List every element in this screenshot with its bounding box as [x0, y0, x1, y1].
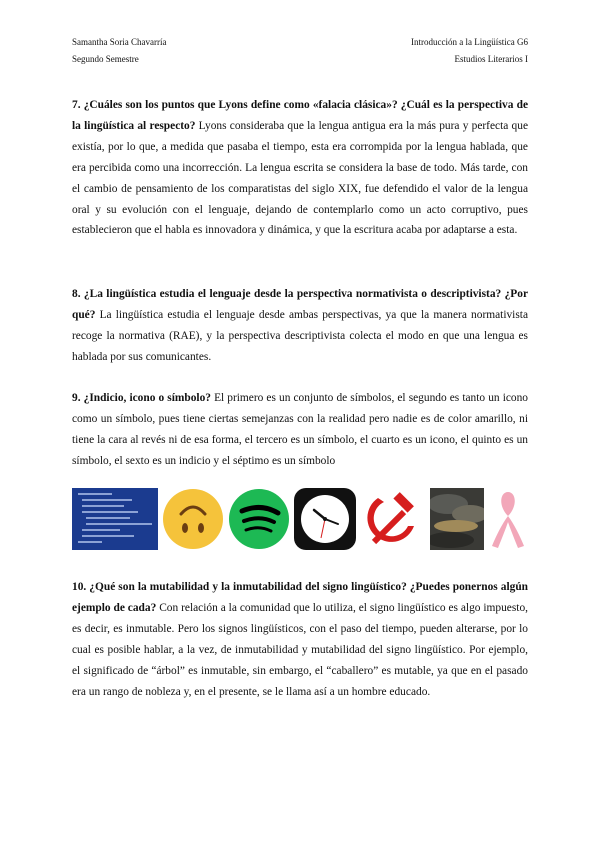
- question-8-answer: La lingüística estudia el lenguaje desde ambas perspectivas, ya que la manera normativista recoge la normativa (RAE), y la perspectiva descriptivista colecta el modo en que una lengua es hablada por sus comunicantes.: [72, 308, 528, 363]
- question-8: [72, 284, 528, 368]
- code-screen-icon: [72, 488, 158, 550]
- sign-examples: [72, 488, 528, 550]
- question-7-title: 7. ¿Cuáles son los puntos que Lyons define como «falacia clásica»? ¿Cuál es la perspectiva de la lingüística al respecto?: [72, 99, 528, 132]
- course-name: Introducción a la Lingüística G6: [411, 37, 528, 47]
- semester: Segundo Semestre: [72, 54, 139, 64]
- author-name: Samantha Soria Chavarría: [72, 37, 167, 47]
- question-9: [72, 388, 528, 472]
- question-9-answer: El primero es un conjunto de símbolos, el segundo es tanto un icono como un símbolo, pues tiene ciertas semejanzas con la realidad pero nadie es de color amarillo, ni tiene la cara al revés ni de esa forma, el tercero es un símbolo, el cuarto es un icono, el quinto es un símbolo, el sexto es un indicio y el séptimo es un símbolo: [72, 392, 528, 467]
- upside-down-face-emoji-icon: [162, 488, 224, 550]
- question-10-answer: Con relación a la comunidad que lo utiliza, el signo lingüístico es algo impuesto, es decir, es inmutable. Pero los signos lingüísticos, con el paso del tiempo, pueden alterarse, por lo cual es posible hablar, a la vez, de inmutabilidad y mutabilidad del signo lingüístico. Por ejemplo, el significado de “árbol” es inmutable, sin embargo, el “caballero” es mutable, ya que en el pasado era un rango de nobleza y, en el presente, se le llama así a un hombre educado.: [72, 601, 528, 698]
- program-name: Estudios Literarios I: [454, 54, 528, 64]
- question-7: [72, 95, 528, 241]
- question-10: [72, 577, 528, 702]
- question-10-title: 10. ¿Qué son la mutabilidad y la inmutabilidad del signo lingüístico? ¿Puedes ponernos algún ejemplo de cada?: [72, 581, 528, 614]
- header-right: [411, 36, 528, 70]
- hammer-sickle-icon: [360, 488, 426, 550]
- pink-ribbon-icon: [488, 488, 528, 550]
- question-8-title: 8. ¿La lingüística estudia el lenguaje desde la perspectiva normativista o descriptivista? ¿Por qué?: [72, 288, 528, 321]
- question-7-answer: Lyons consideraba que la lengua antigua era la más pura y perfecta que existía, por lo que, a medida que pasaba el tiempo, esta era corrompida por la lengua hablada, que era percibida como una incorrección. La lengua escrita se considera la base de todo. Más tarde, con el cambio de pensamiento de los comparatistas del siglo XIX, fue defendido el valor de la lengua oral y su evolución con el lenguaje, dejando de contemplarlo como un acto corruptivo, pues establecieron que el habla es innovadora y dinámica, y que la escritura acaba por adaptarse a esta.: [72, 119, 528, 237]
- header-left: [72, 36, 166, 70]
- clock-icon: [294, 488, 356, 550]
- spotify-logo-icon: [228, 488, 290, 550]
- question-9-title: 9. ¿Indicio, icono o símbolo?: [72, 392, 211, 404]
- storm-clouds-icon: [430, 488, 484, 550]
